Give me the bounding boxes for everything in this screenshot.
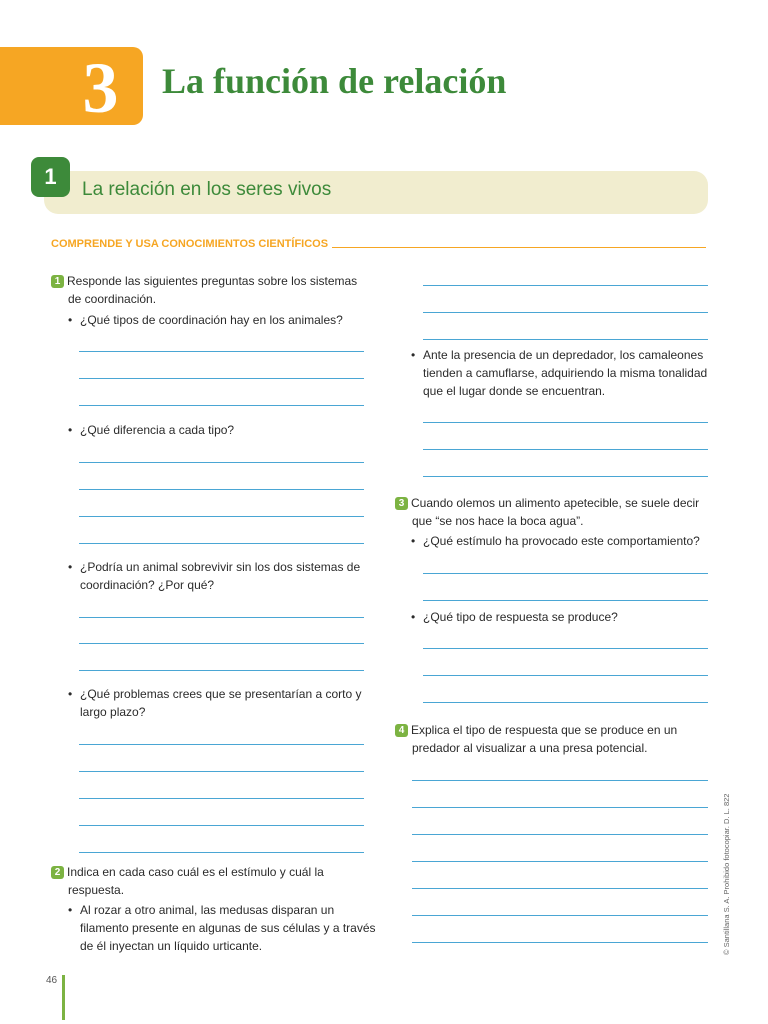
chapter-title: La función de relación: [162, 61, 507, 101]
answer-line[interactable]: [79, 489, 364, 490]
q3-intro-line2: que “se nos hace la boca agua”.: [412, 514, 584, 528]
q4-intro: [395, 721, 677, 739]
answer-line[interactable]: [412, 942, 708, 943]
q2-bullet-2: [423, 346, 707, 400]
answer-line[interactable]: [79, 771, 364, 772]
section-title: La relación en los seres vivos: [82, 179, 332, 200]
q1-intro: [51, 272, 357, 290]
answer-line[interactable]: [79, 462, 364, 463]
q2-bullet-1-line3: de él inyectan un líquido urticante.: [80, 939, 263, 953]
answer-line[interactable]: [412, 915, 708, 916]
q2-bullet-2-line3: que el lugar donde se encuentran.: [423, 384, 606, 398]
answer-line[interactable]: [423, 476, 708, 477]
q1-bullet-2: • ¿Qué diferencia a cada tipo?: [80, 421, 234, 439]
q3-badge: 3: [395, 497, 408, 510]
answer-line[interactable]: [423, 648, 708, 649]
answer-line[interactable]: [423, 702, 708, 703]
q2-badge: 2: [51, 866, 64, 879]
answer-line[interactable]: [79, 378, 364, 379]
answer-line[interactable]: [79, 351, 364, 352]
skills-heading: [51, 238, 706, 250]
answer-line[interactable]: [423, 675, 708, 676]
q2-bullet-1-line1: • Al rozar a otro animal, las medusas disparan un: [80, 903, 335, 917]
answer-line[interactable]: [412, 834, 708, 835]
q3-intro: [395, 494, 699, 512]
answer-line[interactable]: [423, 339, 708, 340]
answer-line[interactable]: [79, 825, 364, 826]
skills-label: COMPRENDE Y USA CONOCIMIENTOS CIENTÍFICOS: [51, 238, 329, 250]
q2-intro-line2: respuesta.: [68, 883, 125, 897]
q2-bullet-2-line2: tienden a camuflarse, adquiriendo la misma tonalidad: [423, 366, 708, 380]
copyright-text: © Santillana S. A. Prohibido fotocopiar. D. L. 822: [722, 793, 731, 955]
q4-badge: 4: [395, 724, 408, 737]
answer-line[interactable]: [423, 312, 708, 313]
q1-bullet-3-line1: • ¿Podría un animal sobrevivir sin los dos sistemas de: [80, 560, 361, 574]
section-number-badge: 1: [31, 157, 70, 197]
answer-line[interactable]: [412, 780, 708, 781]
q2-bullet-2-line1: • Ante la presencia de un depredador, los camaleones: [423, 348, 704, 362]
q1-bullet-3: [80, 558, 360, 594]
q1-badge: 1: [51, 275, 64, 288]
q3-intro-line1: Cuando olemos un alimento apetecible, se suele decir: [411, 496, 700, 510]
answer-line[interactable]: [79, 617, 364, 618]
answer-line[interactable]: [423, 422, 708, 423]
skills-divider: [332, 247, 706, 248]
q2-bullet-1: [80, 901, 376, 955]
q4-intro-line2: predador al visualizar a una presa potencial.: [412, 741, 648, 755]
answer-line[interactable]: [412, 807, 708, 808]
q3-bullet-1: • ¿Qué estímulo ha provocado este comportamiento?: [423, 532, 700, 550]
q4-intro-line1: Explica el tipo de respuesta que se produce en un: [411, 723, 678, 737]
answer-line[interactable]: [79, 744, 364, 745]
chapter-number: 3: [82, 48, 119, 128]
q1-intro-line2: de coordinación.: [68, 292, 157, 306]
answer-line[interactable]: [79, 643, 364, 644]
answer-line[interactable]: [79, 852, 364, 853]
page-number: 46: [46, 975, 58, 986]
q2-intro-line1: Indica en cada caso cuál es el estímulo y cuál la: [67, 865, 324, 879]
answer-line[interactable]: [79, 405, 364, 406]
q1-intro-line1: Responde las siguientes preguntas sobre los sistemas: [67, 274, 358, 288]
q1-bullet-4-line2: largo plazo?: [80, 705, 146, 719]
answer-line[interactable]: [79, 670, 364, 671]
answer-line[interactable]: [412, 861, 708, 862]
answer-line[interactable]: [423, 285, 708, 286]
q1-bullet-3-line2: coordinación? ¿Por qué?: [80, 578, 215, 592]
answer-line[interactable]: [423, 449, 708, 450]
q1-bullet-4-line1: • ¿Qué problemas crees que se presentarían a corto y: [80, 687, 362, 701]
q1-bullet-4: [80, 685, 361, 721]
answer-line[interactable]: [423, 600, 708, 601]
q2-intro: [51, 863, 324, 881]
copyright-notice: [722, 790, 734, 955]
q3-bullet-2: • ¿Qué tipo de respuesta se produce?: [423, 608, 618, 626]
page-number-rule: [62, 975, 65, 1020]
q2-bullet-1-line2: filamento presente en algunas de sus células y a través: [80, 921, 376, 935]
answer-line[interactable]: [79, 516, 364, 517]
answer-line[interactable]: [79, 543, 364, 544]
q1-bullet-1: • ¿Qué tipos de coordinación hay en los animales?: [80, 311, 343, 329]
answer-line[interactable]: [412, 888, 708, 889]
answer-line[interactable]: [423, 573, 708, 574]
answer-line[interactable]: [79, 798, 364, 799]
